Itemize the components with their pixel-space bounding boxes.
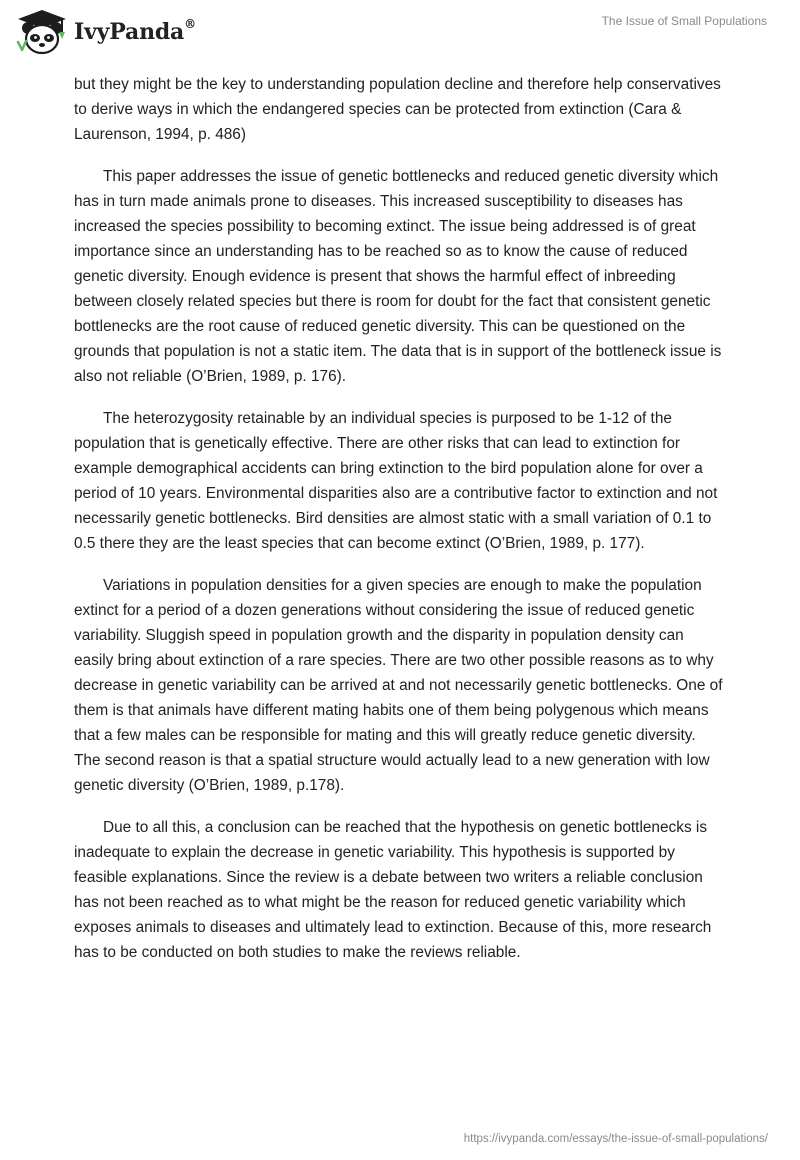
ivypanda-logo[interactable] — [14, 8, 196, 56]
page-header — [0, 0, 800, 64]
logo-wordmark — [74, 19, 196, 45]
document-title: The Issue of Small Populations — [601, 14, 767, 28]
source-url-link[interactable]: https://ivypanda.com/essays/the-issue-of-small-populations/ — [463, 1133, 768, 1145]
essay-body — [74, 72, 726, 982]
paragraph-5: Due to all this, a conclusion can be reached that the hypothesis on genetic bottlenecks is inadequate to explain the decrease in genetic variability. This hypothesis is supported by feasible explanations. Since the review is a debate between two writers a reliable conclusion has not been reached as to what might be the reason for reduced genetic variability which exposes animals to diseases and ultimately lead to extinction. Because of this, more research has to be conducted on both studies to make the reviews reliable. — [74, 819, 712, 961]
logo-text: IvyPanda — [74, 19, 185, 45]
paragraph-4: Variations in population densities for a given species are enough to make the population extinct for a period of a dozen generations without considering the issue of reduced genetic variability. Sluggish speed in population growth and the disparity in population density can easily bring about extinction of a rare species. There are two other possible reasons as to why decrease in genetic variability can be arrived at and not necessarily genetic bottlenecks. One of them is that animals have different mating habits one of them being polygenous which means that a few males can be responsible for mating and this will greatly reduce genetic diversity. The second reason is that a spatial structure would actually lead to a new generation with low genetic diversity (O’Brien, 1989, p.178). — [74, 577, 723, 794]
panda-graduate-icon — [14, 8, 70, 56]
paragraph-2: This paper addresses the issue of genetic bottlenecks and reduced genetic diversity which has in turn made animals prone to diseases. This increased susceptibility to diseases has increased the species possibility to becoming extinct. The issue being addressed is of great importance since an understanding has to be reached so as to know the cause of reduced genetic diversity. Enough evidence is present that shows the harmful effect of inbreeding between closely related species but there is room for doubt for the fact that consistent genetic bottlenecks are the root cause of reduced genetic diversity. This can be questioned on the grounds that population is not a static item. The data that is in support of the bottleneck issue is also not reliable (O’Brien, 1989, p. 176). — [74, 168, 722, 385]
paragraph-3: The heterozygosity retainable by an individual species is purposed to be 1-12 of the population that is genetically effective. There are other risks that can lead to extinction for example demographical accidents can bring extinction to the bird population alone for over a period of 10 years. Environmental disparities also are a contributive factor to extinction and not necessarily genetic bottlenecks. Bird densities are almost static with a small variation of 0.1 to 0.5 there they are the least species that can become extinct (O’Brien, 1989, p. 177). — [74, 410, 718, 552]
paragraph-1: but they might be the key to understanding population decline and therefore help conservatives to derive ways in which the endangered species can be protected from extinction (Cara & Laurenson, 1994, p. 486) — [74, 76, 721, 143]
registered-mark: ® — [184, 17, 196, 31]
